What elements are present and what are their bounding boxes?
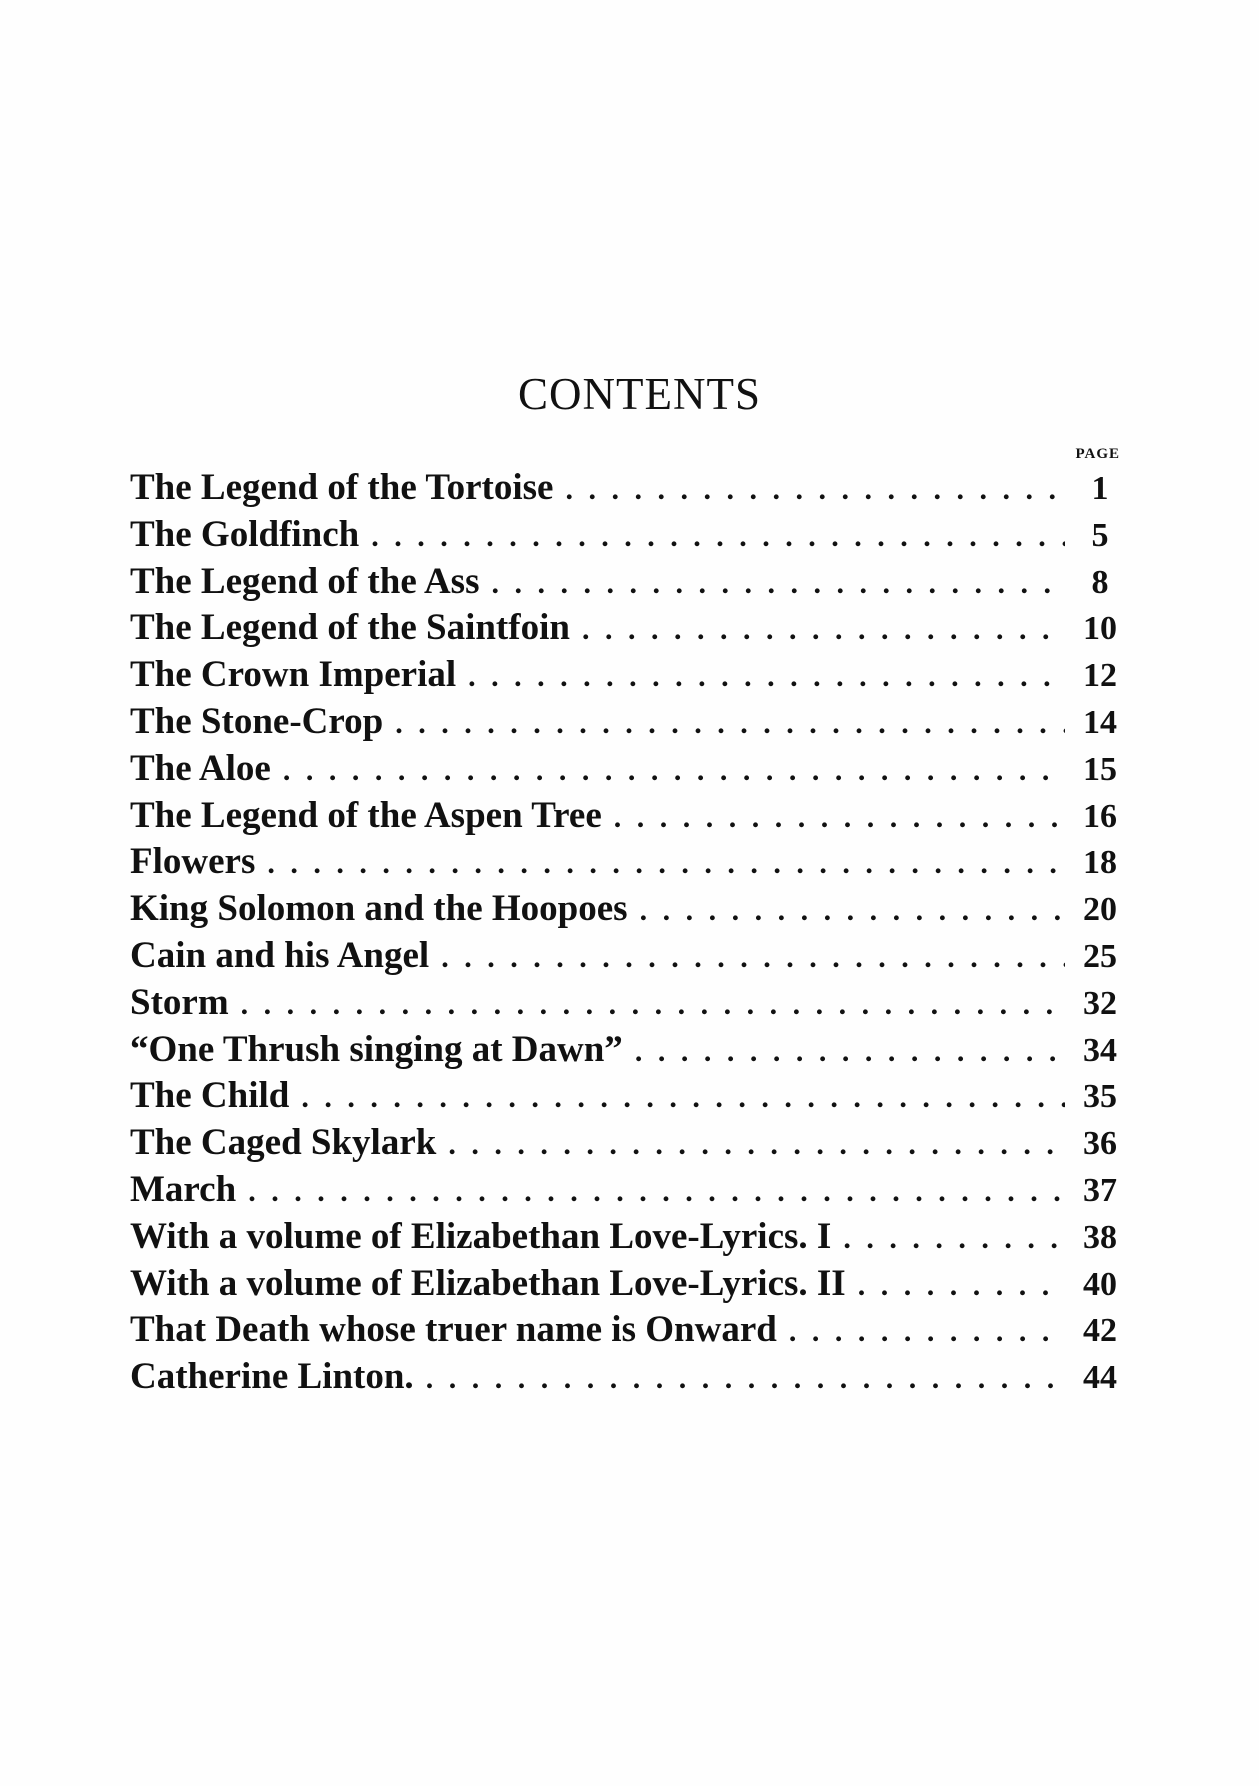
dot-leader	[468, 660, 1065, 694]
dot-leader	[441, 941, 1065, 975]
toc-entry-title: The Caged Skylark	[130, 1122, 437, 1164]
toc-entry-title: March	[130, 1168, 237, 1210]
table-of-contents	[130, 466, 1125, 1402]
toc-entry-title: The Legend of the Saintfoin	[130, 607, 570, 649]
toc-entry-title: The Legend of the Ass	[130, 560, 480, 602]
toc-entry-title: “One Thrush singing at Dawn”	[130, 1028, 623, 1070]
dot-leader	[241, 988, 1065, 1022]
toc-entry-page-number: 37	[1083, 1171, 1117, 1209]
toc-entry	[130, 1028, 1125, 1075]
toc-entry	[130, 887, 1125, 934]
toc-entry-page-number: 42	[1083, 1312, 1117, 1350]
toc-entry	[130, 700, 1125, 747]
dot-leader	[267, 847, 1065, 881]
toc-entry-title: The Stone-Crop	[130, 700, 384, 742]
dot-leader	[426, 1362, 1065, 1396]
toc-entry-title: That Death whose truer name is Onward	[130, 1309, 777, 1351]
toc-entry	[130, 794, 1125, 841]
toc-entry-page-number: 25	[1083, 937, 1117, 975]
dot-leader	[635, 1035, 1065, 1069]
toc-entry	[130, 1074, 1125, 1121]
toc-entry-page-number: 14	[1083, 703, 1117, 741]
dot-leader	[614, 801, 1065, 835]
toc-entry	[130, 513, 1125, 560]
toc-entry-title: King Solomon and the Hoopoes	[130, 888, 628, 930]
toc-entry-page-number: 8	[1091, 563, 1109, 601]
dot-leader	[301, 1081, 1065, 1115]
toc-entry-page-number: 36	[1083, 1125, 1117, 1163]
dot-leader	[640, 894, 1065, 928]
dot-leader	[371, 520, 1065, 554]
toc-entry-title: The Crown Imperial	[130, 654, 457, 696]
toc-entry	[130, 981, 1125, 1028]
toc-entry-page-number: 35	[1083, 1078, 1117, 1116]
toc-entry-page-number: 32	[1083, 984, 1117, 1022]
toc-entry-page-number: 1	[1091, 470, 1109, 507]
dot-leader	[283, 754, 1065, 788]
toc-entry	[130, 1121, 1125, 1168]
toc-entry-page-number: 5	[1091, 516, 1109, 554]
toc-entry-title: The Child	[130, 1075, 290, 1117]
toc-entry	[130, 747, 1125, 794]
toc-entry-title: Catherine Linton.	[130, 1356, 414, 1398]
toc-entry-title: Flowers	[130, 841, 256, 883]
toc-entry	[130, 466, 1125, 513]
dot-leader	[843, 1222, 1065, 1256]
toc-entry-title: The Aloe	[130, 747, 271, 789]
dot-leader	[448, 1128, 1065, 1162]
toc-entry	[130, 1355, 1125, 1402]
toc-entry-title: The Goldfinch	[130, 513, 360, 555]
toc-entry	[130, 560, 1125, 607]
toc-entry-page-number: 34	[1083, 1031, 1117, 1069]
toc-entry-title: The Legend of the Tortoise	[130, 467, 554, 508]
toc-entry-page-number: 12	[1083, 657, 1117, 695]
toc-entry-page-number: 20	[1083, 891, 1117, 929]
toc-entry-title: With a volume of Elizabethan Love-Lyrics. I	[130, 1215, 832, 1257]
toc-entry	[130, 840, 1125, 887]
dot-leader	[491, 567, 1065, 601]
toc-entry-page-number: 40	[1083, 1265, 1117, 1303]
toc-entry	[130, 1215, 1125, 1262]
toc-entry	[130, 1308, 1125, 1355]
toc-entry-page-number: 18	[1083, 844, 1117, 882]
toc-entry-title: The Legend of the Aspen Tree	[130, 794, 602, 836]
toc-entry-page-number: 38	[1083, 1218, 1117, 1256]
toc-entry	[130, 606, 1125, 653]
toc-entry-title: Storm	[130, 981, 229, 1023]
dot-leader	[248, 1175, 1065, 1209]
contents-heading: CONTENTS	[518, 369, 761, 419]
dot-leader	[789, 1315, 1065, 1349]
toc-entry-page-number: 15	[1083, 750, 1117, 788]
toc-entry	[130, 653, 1125, 700]
dot-leader	[395, 707, 1065, 741]
page-column-label: PAGE	[1075, 446, 1120, 462]
toc-entry-page-number: 10	[1083, 610, 1117, 648]
dot-leader	[565, 473, 1065, 507]
toc-entry	[130, 934, 1125, 981]
dot-leader	[858, 1269, 1065, 1303]
toc-entry-title: Cain and his Angel	[130, 934, 430, 976]
toc-entry-page-number: 16	[1083, 797, 1117, 835]
dot-leader	[582, 613, 1065, 647]
toc-entry	[130, 1168, 1125, 1215]
toc-entry	[130, 1262, 1125, 1309]
toc-entry-page-number: 44	[1083, 1359, 1117, 1397]
toc-entry-title: With a volume of Elizabethan Love-Lyrics. II	[130, 1262, 846, 1304]
